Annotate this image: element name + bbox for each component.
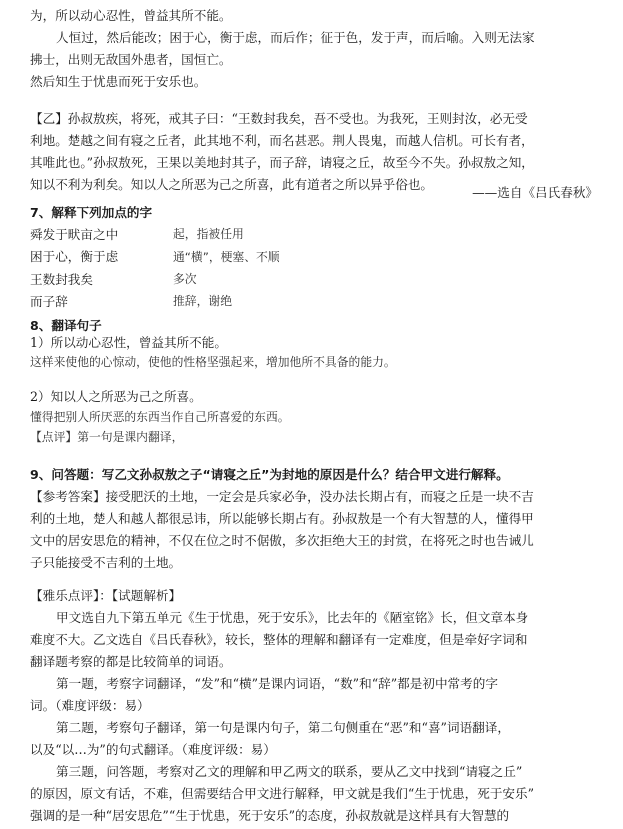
passage-b-line-1: 【乙】孙叔敖疾，将死，戒其子曰：“王数封我矣，吾不受也。为我死，王则封汝，必无受 — [30, 111, 528, 126]
passage-b-source: ——选自《吕氏春秋》 — [472, 185, 598, 200]
commentary-line-1: 甲文选自九下第五单元《生于忧患，死于安乐》，比去年的《陋室铭》长，但文章本身 — [56, 610, 529, 625]
q8-comment: 【点评】第一句是课内翻译， — [30, 430, 184, 444]
q9-answer-line-3: 文中的居安思危的精神，不仅在位之时不倨傲，多次拒绝大王的封赏，在将死之时也告诫儿 — [30, 533, 534, 548]
q7-answer-3: 多次 — [173, 272, 197, 286]
commentary-line-3: 翻译题考察的都是比较简单的词语。 — [30, 654, 232, 669]
q8-answer-2: 懂得把别人所厌恶的东西当作自己所喜爱的东西。 — [30, 410, 290, 424]
q7-item-2: 困于心，衡于虑 — [30, 249, 119, 264]
q7-answer-2: 通“横”，梗塞、不顺 — [173, 250, 280, 264]
q7-item-4: 而子辞 — [30, 294, 68, 309]
passage-b-line-4: 知以不利为利矣。知以人之所恶为己之所喜，此有道者之所以异乎俗也。 — [30, 177, 433, 192]
q9-question: 9、问答题：写乙文孙叔敖之子“请寝之丘”为封地的原因是什么？结合甲文进行解释。 — [30, 467, 509, 482]
q7-item-3: 王数封我矣 — [30, 272, 93, 287]
passage-a-line-2: 人恒过，然后能改；困于心，衡于虑，而后作；征于色，发于声，而后喻。入则无法家 — [56, 30, 535, 45]
q9-answer-line-2: 利的土地，楚人和越人都很忌讳，所以能够长期占有。孙叔敖是一个有大智慧的人，懂得甲 — [30, 511, 534, 526]
q9-answer-line-4: 子只能接受不吉利的土地。 — [30, 555, 182, 570]
passage-b-line-3: 其唯此也。”孙叔敖死，王果以美地封其子，而子辞，请寝之丘，故至今不失。孙叔敖之知， — [30, 155, 534, 170]
q7-answer-4: 推辞，谢绝 — [173, 294, 232, 308]
q8-sentence-1: 1）所以动心忍性，曾益其所不能。 — [30, 335, 227, 350]
commentary-heading: 【雅乐点评】：【试题解析】 — [30, 588, 182, 603]
q7-answer-1: 起，指被任用 — [173, 227, 244, 241]
q7-heading: 7、解释下列加点的字 — [30, 205, 153, 220]
commentary-line-2: 难度不大。乙文选自《吕氏春秋》，较长，整体的理解和翻译有一定难度，但是牵好字词和 — [30, 632, 528, 647]
commentary-line-4: 第一题，考察字词翻译，“发”和“横”是课内词语，“数”和“辞”都是初中常考的字 — [56, 676, 498, 691]
q8-heading: 8、翻译句子 — [30, 318, 102, 333]
passage-b-line-2: 利地。楚越之间有寝之丘者，此其地不利，而名甚恶。荆人畏鬼，而越人信机。可长有者， — [30, 133, 534, 148]
passage-a-line-4: 然后知生于忧患而死于安乐也。 — [30, 74, 207, 89]
q8-answer-1: 这样来使他的心惊动，使他的性格坚强起来，增加他所不具备的能力。 — [30, 355, 396, 369]
commentary-line-9: 的原因，原文有话，不难，但需要结合甲文进行解释，甲文就是我们“生于忧患，死于安乐” — [30, 786, 535, 801]
commentary-line-5: 词。（难度评级：易） — [30, 698, 150, 713]
commentary-line-7: 以及“以…为”的句式翻译。（难度评级：易） — [30, 742, 276, 757]
q7-item-1: 舜发于畎亩之中 — [30, 227, 119, 242]
q8-sentence-2: 2）知以人之所恶为己之所喜。 — [30, 389, 202, 404]
commentary-line-6: 第二题，考察句子翻译，第一句是课内句子，第二句侧重在“恶”和“喜”词语翻译， — [56, 720, 510, 735]
q9-answer-line-1: 【参考答案】接受肥沃的土地，一定会是兵家必争，没办法长期占有，而寝之丘是一块不吉 — [30, 489, 534, 504]
commentary-line-10: 强调的是一种“居安思危”“生于忧患，死于安乐”的态度，孙叔敖就是这样具有大智慧的 — [30, 808, 510, 823]
passage-a-line-3: 拂士，出则无敌国外患者，国恒亡。 — [30, 52, 232, 67]
passage-a-line-1: 为，所以动心忍性，曾益其所不能。 — [30, 8, 232, 23]
commentary-line-8: 第三题，问答题，考察对乙文的理解和甲乙两文的联系，要从乙文中找到“请寝之丘” — [56, 764, 523, 779]
